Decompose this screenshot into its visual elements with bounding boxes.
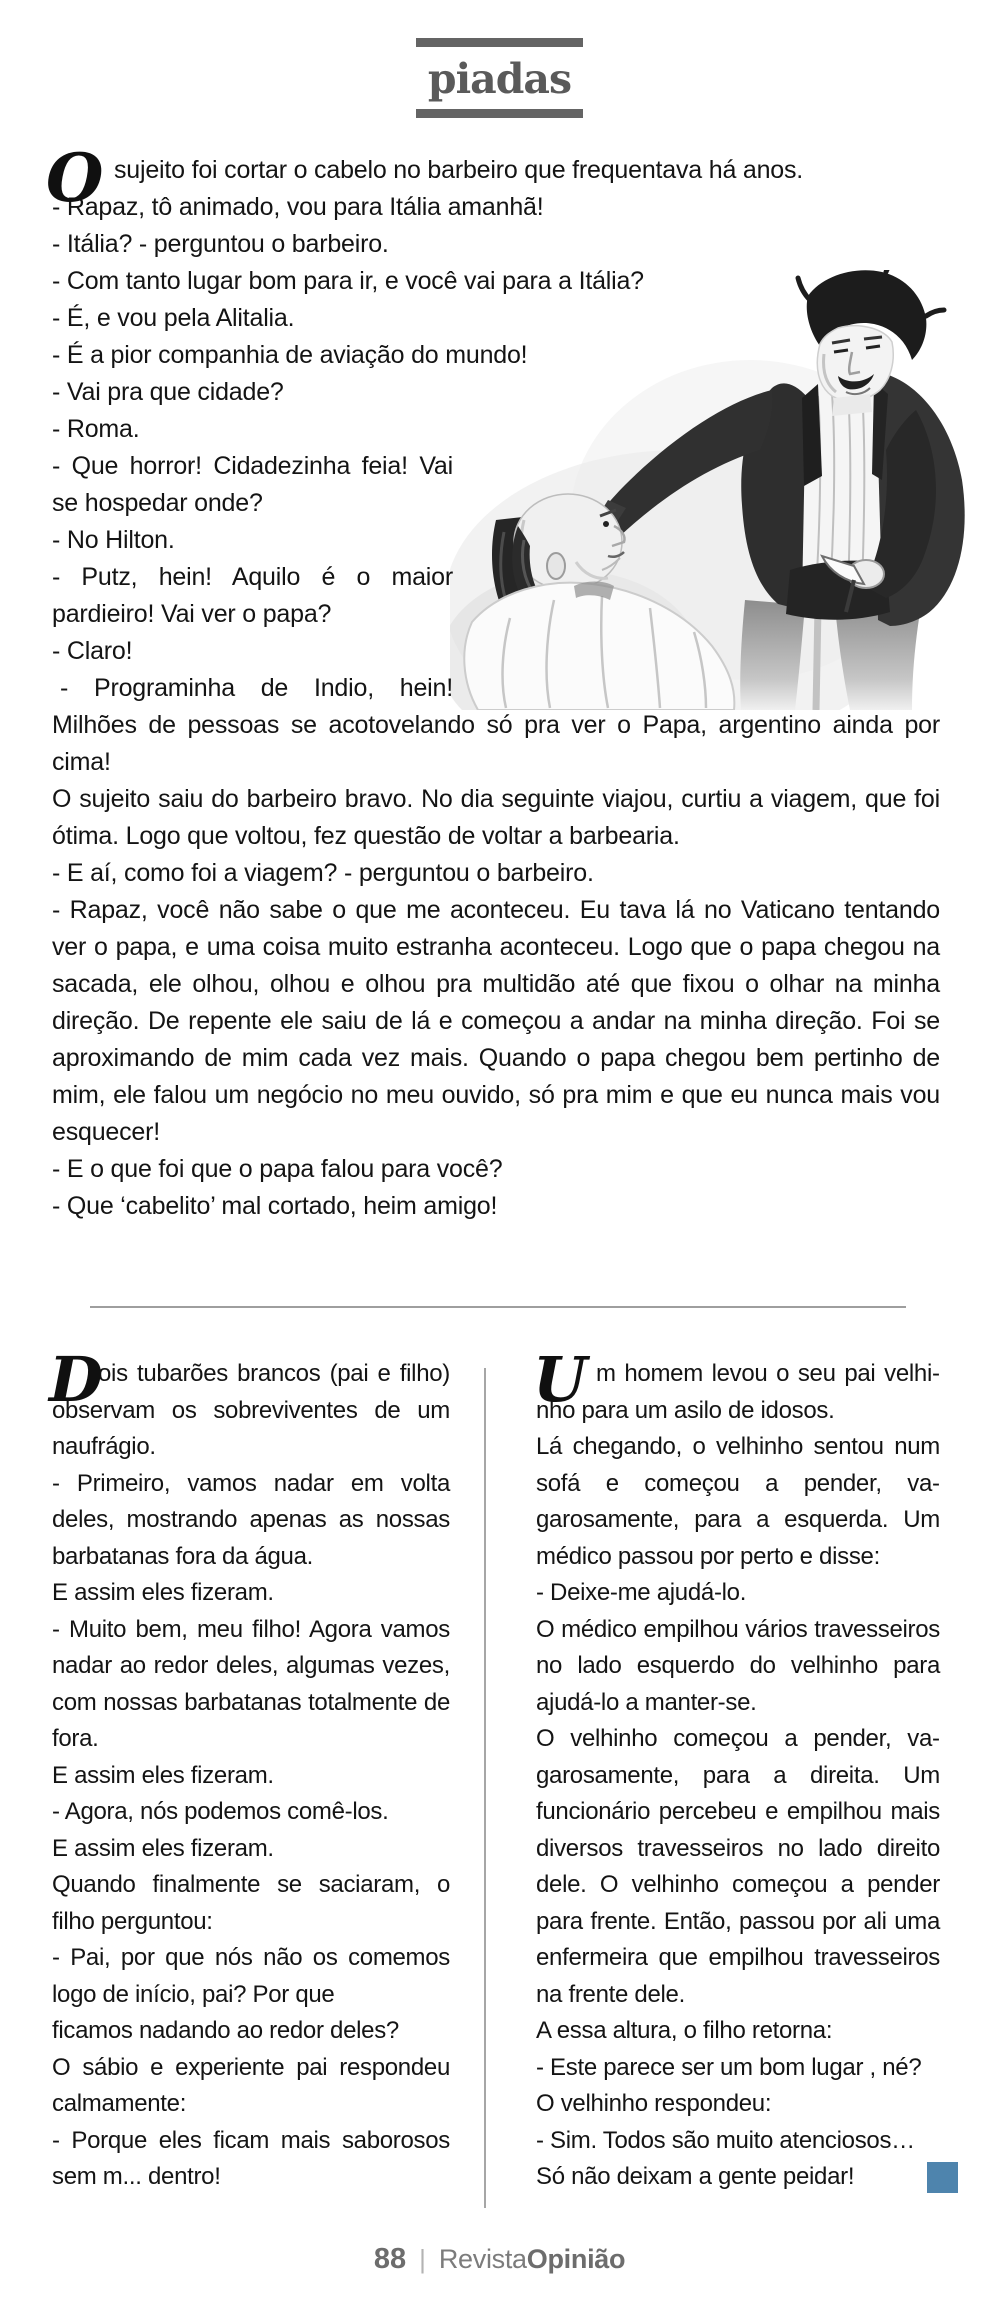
joke-lead-paragraph [533, 1343, 940, 1429]
joke-paragraph: - Agora, nós podemos comê-los. [52, 1798, 389, 1825]
page-title: piadas [427, 55, 572, 103]
joke-paragraph: - E o que foi que o papa falou para você? [52, 1155, 503, 1183]
joke-lead-paragraph [49, 1343, 450, 1466]
joke-paragraph-text: Só não deixam a gente peidar! [536, 2163, 855, 2190]
joke-paragraph: Lá chegando, o velhinho sentou num sofá e começou a pender, vagarosamente, para a esquerda. Um médico passou por perto e disse: [536, 1433, 940, 1570]
joke-paragraph: O sábio e experiente pai respondeu calmamente: [52, 2053, 450, 2117]
joke-paragraph: - É a pior companhia de aviação do mundo! [52, 341, 528, 369]
joke-paragraph: - Rapaz, você não sabe o que me aconteceu. Eu tava lá no Vaticano tentando ver o papa, e uma coisa muito estranha aconteceu. Logo que o papa chegou na sacada, ele olhou, olhou e olhou pra multidão até que fixou o olhar na minha direção. De repente ele saiu de lá e começou a andar na minha direção. Foi se aproximando de mim cada vez mais. Quando o papa chegou bem pertinho de mim, ele falou um negócio no meu ouvido, só pra mim e que eu nunca mais vou esquecer! [52, 896, 940, 1146]
section-header [0, 38, 999, 118]
joke-paragraph: E assim eles fizeram. [52, 1761, 274, 1789]
joke-paragraph: - Claro! [52, 637, 133, 665]
joke-paragraph: E assim eles fizeram. [52, 1579, 274, 1606]
dropcap-o: O [46, 139, 104, 217]
joke-paragraph: - Que horror! Cidadezinha feia! Vai se hospedar onde? [52, 452, 453, 517]
joke-paragraph: - Que ‘cabelito’ mal cortado, heim amigo! [52, 1192, 498, 1220]
joke-paragraph: - Deixe-me ajudá-lo. [536, 1579, 747, 1606]
joke-lead-text: sujeito foi cortar o cabelo no barbeiro que frequentava há anos. [114, 156, 804, 184]
joke-paragraph: O médico empilhou vários travesseiros no lado esquerdo do velhinho para ajudá-lo a manter-se. [536, 1615, 940, 1716]
joke-paragraph: - Itália? - perguntou o barbeiro. [52, 230, 389, 258]
dropcap-u: U [533, 1343, 587, 1416]
joke-paragraph: - Muito bem, meu filho! Agora vamos nadar ao redor deles, algumas vezes, com nossas barbatanas totalmente de fora. [52, 1615, 450, 1752]
joke-barber [46, 139, 940, 1225]
joke-paragraph: - Roma. [52, 415, 140, 443]
joke-paragraph: - Programinha de Indio, hein! Milhões de pessoas se acotovelando só pra ver o Papa, argentino ainda por cima! [52, 674, 940, 776]
joke-paragraph: - Com tanto lugar bom para ir, e você vai para a Itália? [52, 267, 644, 295]
joke-paragraph: E assim eles fizeram. [52, 1834, 274, 1862]
wordmark-bold: Opinião [526, 2244, 626, 2274]
footer-separator: | [419, 2244, 426, 2274]
joke-paragraph-text: - Vai pra que cidade? [52, 378, 284, 406]
joke-paragraph: - Sim. Todos são muito atenciosos… [536, 2126, 915, 2154]
joke-paragraph: ficamos nadando ao redor deles? [52, 2017, 399, 2044]
joke-paragraph: - É, e vou pela Alitalia. [52, 304, 295, 332]
header-rule-bottom [416, 109, 583, 118]
joke-paragraph: - Pai, por que nós não os comemos logo de início, pai? Por que [52, 1944, 450, 2008]
joke-paragraph: - Porque eles ficam mais saborosos sem m... dentro! [52, 2126, 450, 2190]
joke-paragraph: A essa altura, o filho retorna: [536, 2017, 833, 2044]
joke-paragraph: O velhinho começou a pender, vagarosamente, para a direita. Um funcionário percebeu e empilhou mais diversos travesseiros no lado direito dele. O velhinho começou a pender para frente. Então, passou por ali uma enfermeira que empilhou travesseiros na frente dele. [536, 1725, 940, 2008]
end-of-article-marker [927, 2162, 958, 2193]
wordmark-regular: Revista [438, 2244, 527, 2274]
joke-paragraph: - E aí, como foi a viagem? - perguntou o barbeiro. [52, 859, 594, 887]
column-gutter [450, 1356, 536, 2196]
dropcap-d: D [49, 1343, 103, 1416]
header-rule-top [416, 38, 583, 47]
joke-asylum-column [533, 1343, 940, 2196]
joke-paragraph: - Este parece ser um bom lugar , né? [536, 2053, 922, 2081]
magazine-wordmark [439, 2244, 625, 2275]
page-number: 88 [373, 2243, 407, 2275]
joke-lead-text: m homem levou o seu pai velhinho para um asilo de idosos. [536, 1360, 940, 1424]
illustration-wrap-spacer [453, 374, 940, 704]
joke-paragraph: - Primeiro, vamos nadar em volta deles, mostrando apenas as nossas barbatanas fora da água. [52, 1469, 450, 1570]
joke-paragraph: - No Hilton. [52, 526, 175, 554]
joke-paragraph: - Rapaz, tô animado, vou para Itália amanhã! [52, 193, 544, 221]
joke-paragraph: O sujeito saiu do barbeiro bravo. No dia seguinte viajou, curtiu a viagem, que foi ótima. Logo que voltou, fez questão de voltar a barbearia. [52, 785, 940, 850]
joke-paragraph: - Putz, hein! Aquilo é o maior pardieiro! Vai ver o papa? [52, 563, 453, 628]
joke-paragraph: Quando finalmente se saciaram, o filho perguntou: [52, 1871, 450, 1935]
joke-paragraph: O velhinho respondeu: [536, 2090, 772, 2117]
section-divider-rule [90, 1306, 906, 1308]
joke-paragraph [52, 374, 940, 411]
jokes-columns [49, 1343, 940, 2196]
page-footer [0, 2243, 999, 2276]
joke-sharks-column [49, 1343, 450, 2196]
joke-lead-text: ois tubarões brancos (pai e filho) observam os sobreviventes de um naufrágio. [52, 1360, 450, 1460]
joke-paragraph [536, 2159, 940, 2196]
